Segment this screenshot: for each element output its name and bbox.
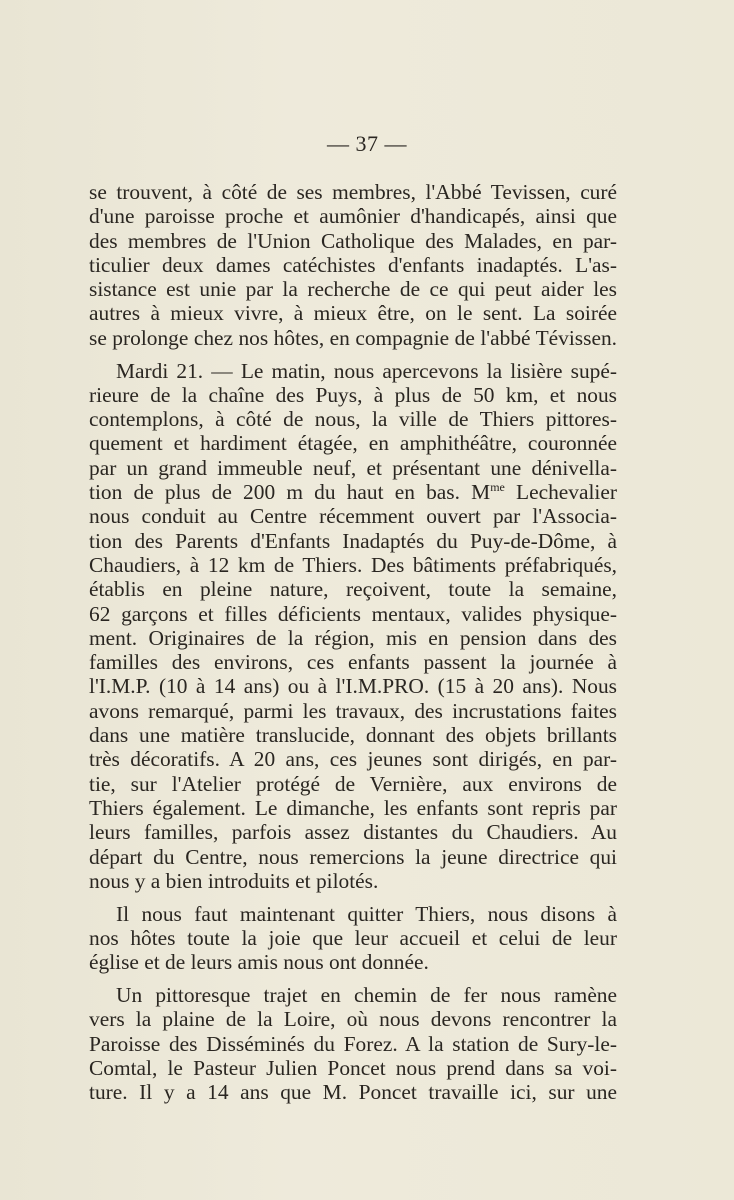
- text-line: nous conduit au Centre récemment ouvert par l'Associa-: [89, 504, 617, 529]
- text-line: l'I.M.P. (10 à 14 ans) ou à l'I.M.PRO. (15 à 20 ans). Nous: [89, 674, 617, 699]
- text-line: église et de leurs amis nous ont donnée.: [89, 950, 429, 975]
- text-line: familles des environs, ces enfants passent la journée à: [89, 650, 617, 675]
- text-line: sistance est unie par la recherche de ce qui peut aider les: [89, 277, 617, 302]
- text-line: Paroisse des Disséminés du Forez. A la station de Sury-le-: [89, 1031, 617, 1056]
- text-line: ture. Il y a 14 ans que M. Poncet travaille ici, sur une: [89, 1080, 617, 1105]
- text-line: contemplons, à côté de nous, la ville de Thiers pittores-: [89, 407, 617, 432]
- text-line: d'une paroisse proche et aumônier d'handicapés, ainsi que: [89, 204, 617, 229]
- text-line: se prolonge chez nos hôtes, en compagnie de l'abbé Tévissen.: [89, 325, 617, 350]
- text-line: avons remarqué, parmi les travaux, des incrustations faites: [89, 698, 617, 723]
- text-segment: tion de plus de 200 m du haut en bas.: [89, 480, 460, 505]
- text-line: nos hôtes toute la joie que leur accueil et celui de leur: [89, 925, 617, 950]
- page-number: — 37 —: [327, 131, 407, 156]
- text-line: tion des Parents d'Enfants Inadaptés du Puy-de-Dôme, à: [89, 528, 617, 553]
- text-line: ticulier deux dames catéchistes d'enfants inadaptés. L'as-: [89, 252, 617, 277]
- paragraph-2: [89, 359, 617, 894]
- text-line: nous y a bien introduits et pilotés.: [89, 868, 379, 893]
- text-line: par un grand immeuble neuf, et présentant une dénivella-: [89, 455, 617, 480]
- text-line: très décoratifs. A 20 ans, ces jeunes sont dirigés, en par-: [89, 747, 617, 772]
- text-line: ment. Originaires de la région, mis en pension dans des: [89, 625, 617, 650]
- text-line: dans une matière translucide, donnant des objets brillants: [89, 723, 617, 748]
- text-line: Thiers également. Le dimanche, les enfants sont repris par: [89, 795, 617, 820]
- paragraph-3: [89, 902, 617, 975]
- mme-name: Lechevalier: [504, 480, 617, 505]
- text-line: autres à mieux vivre, à mieux être, on le sent. La soirée: [89, 301, 617, 326]
- paragraph-4: [89, 983, 617, 1104]
- text-line: 62 garçons et filles déficients mentaux, valides physique-: [89, 601, 617, 626]
- text-line: des membres de l'Union Catholique des Malades, en par-: [89, 228, 617, 253]
- body-text: [89, 180, 617, 1113]
- text-line: rieure de la chaîne des Puys, à plus de 50 km, et nous: [89, 382, 617, 407]
- text-line: Il nous faut maintenant quitter Thiers, nous disons à: [116, 901, 617, 926]
- mme-prefix: M: [471, 480, 491, 505]
- text-line: départ du Centre, nous remercions la jeune directrice qui: [89, 844, 617, 869]
- mme-superscript: me: [490, 480, 505, 495]
- text-line: Un pittoresque trajet en chemin de fer nous ramène: [116, 983, 617, 1007]
- text-line: établis en pleine nature, reçoivent, toute la semaine,: [89, 577, 617, 602]
- text-line: quement et hardiment étagée, en amphithéâtre, couronnée: [89, 431, 617, 456]
- text-line: tie, sur l'Atelier protégé de Vernière, aux environs de: [89, 771, 617, 796]
- text-line-with-mme: [89, 480, 617, 504]
- text-line: se trouvent, à côté de ses membres, l'Abbé Tevissen, curé: [89, 180, 617, 204]
- paragraph-1: [89, 180, 617, 350]
- text-line: Chaudiers, à 12 km de Thiers. Des bâtiments préfabriqués,: [89, 552, 617, 577]
- text-line: Mardi 21. — Le matin, nous apercevons la lisière supé-: [116, 358, 617, 383]
- text-line: vers la plaine de la Loire, où nous devons rencontrer la: [89, 1007, 617, 1032]
- text-line: Comtal, le Pasteur Julien Poncet nous prend dans sa voi-: [89, 1055, 617, 1080]
- text-line: leurs familles, parfois assez distantes du Chaudiers. Au: [89, 820, 617, 845]
